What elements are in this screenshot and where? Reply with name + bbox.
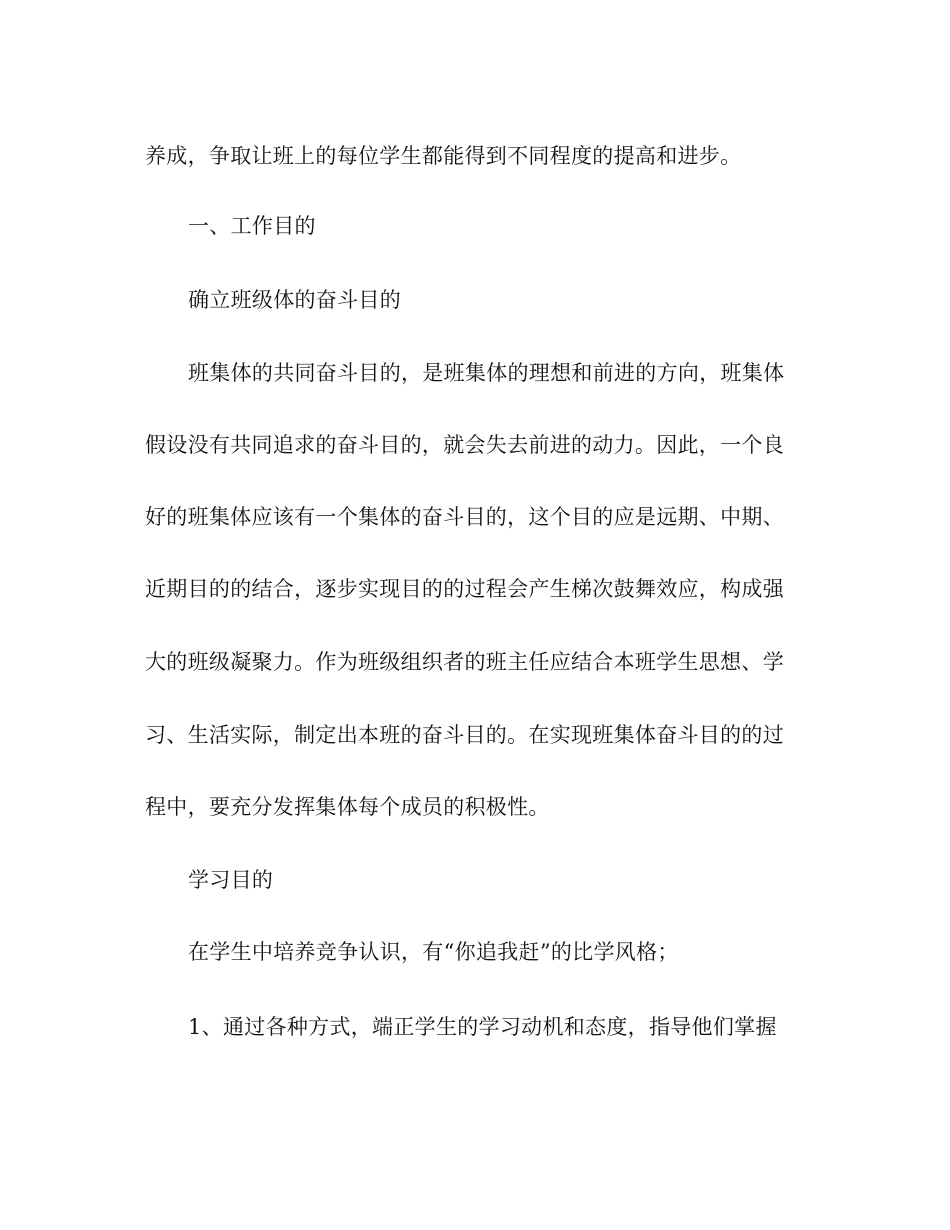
section-heading: 一、工作目的 <box>188 214 316 238</box>
paragraph-line: 近期目的的结合，逐步实现目的的过程会产生梯次鼓舞效应，构成强 <box>145 577 784 601</box>
paragraph-continuation: 养成，争取让班上的每位学生都能得到不同程度的提高和进步。 <box>145 144 742 168</box>
paragraph-line: 好的班集体应该有一个集体的奋斗目的，这个目的应是远期、中期、 <box>145 505 784 529</box>
list-item: 1、通过各种方式，端正学生的学习动机和态度，指导他们掌握 <box>188 1015 777 1039</box>
paragraph-line: 大的班级凝聚力。作为班级组织者的班主任应结合本班学生思想、学 <box>145 650 784 674</box>
paragraph-line: 程中，要充分发挥集体每个成员的积极性。 <box>145 795 550 819</box>
subsection-heading: 确立班级体的奋斗目的 <box>188 288 401 312</box>
subsection-heading: 学习目的 <box>188 868 274 892</box>
paragraph-line: 班集体的共同奋斗目的，是班集体的理想和前进的方向，班集体 <box>188 361 785 385</box>
paragraph-line: 假设没有共同追求的奋斗目的，就会失去前进的动力。因此，一个良 <box>145 433 784 457</box>
paragraph-line: 在学生中培养竞争认识，有“你追我赶”的比学风格； <box>188 940 679 964</box>
paragraph-line: 习、生活实际，制定出本班的奋斗目的。在实现班集体奋斗目的的过 <box>145 723 784 747</box>
